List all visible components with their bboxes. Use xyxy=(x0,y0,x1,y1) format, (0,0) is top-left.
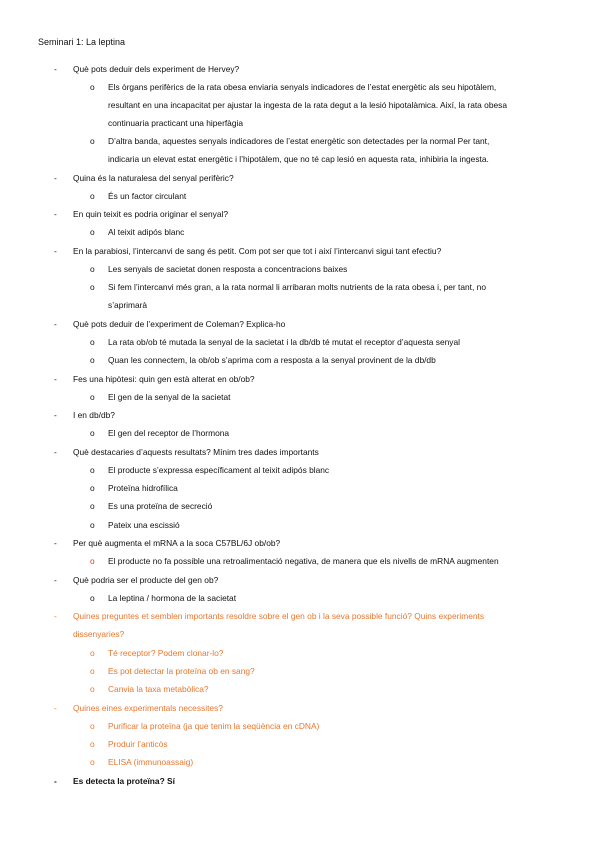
dash-bullet-icon: - xyxy=(54,246,57,256)
line-text: Canvia la taxa metabòlica? xyxy=(108,684,209,694)
dash-bullet-icon: - xyxy=(54,538,57,548)
line-text: Quines preguntes et semblen importants resoldre sobre el gen ob i la seva possible funció? Quins experiments xyxy=(73,611,485,621)
dash-bullet-icon: - xyxy=(54,319,57,329)
line-text: Al teixit adipós blanc xyxy=(108,227,185,237)
circle-bullet-icon: o xyxy=(90,282,95,292)
circle-bullet-icon: o xyxy=(90,191,95,201)
line-text: ELISA (immunoassaig) xyxy=(108,757,194,767)
line-text: Pateix una escissió xyxy=(108,520,180,530)
dash-bullet-icon: - xyxy=(54,575,57,585)
line-text: Què pots deduir dels experiment de Hervey? xyxy=(73,64,240,74)
line-text: s’aprimarà xyxy=(108,300,148,310)
line-text: Fes una hipòtesi: quin gen està alterat en ob/ob? xyxy=(73,374,255,384)
circle-bullet-icon: o xyxy=(90,520,95,530)
dash-bullet-icon: - xyxy=(54,209,57,219)
line-text: El producte no fa possible una retroalimentació negativa, de manera que els nivells de mRNA augmenten xyxy=(108,556,499,566)
circle-bullet-icon: o xyxy=(90,465,95,475)
dash-bullet-icon: - xyxy=(54,703,57,713)
line-text: Els òrgans perifèrics de la rata obesa enviaria senyals indicadores de l’estat energètic als seu hipotàlem, xyxy=(108,82,497,92)
line-text: Les senyals de sacietat donen resposta a concentracions baixes xyxy=(108,264,348,274)
line-text: Proteïna hidrofílica xyxy=(108,483,178,493)
dash-bullet-icon: - xyxy=(54,173,57,183)
circle-bullet-icon: o xyxy=(90,392,95,402)
circle-bullet-icon: o xyxy=(90,666,95,676)
circle-bullet-icon: o xyxy=(90,483,95,493)
circle-bullet-icon: o xyxy=(90,757,95,767)
line-text: Què podria ser el producte del gen ob? xyxy=(73,575,219,585)
line-text: El producte s’expressa específicament al teixit adipós blanc xyxy=(108,465,330,475)
line-text: I en db/db? xyxy=(73,410,115,420)
circle-bullet-icon: o xyxy=(90,227,95,237)
line-text: En quin teixit es podria originar el senyal? xyxy=(73,209,229,219)
circle-bullet-icon: o xyxy=(90,337,95,347)
line-text: D’altra banda, aquestes senyals indicadores de l’estat energètic son detectades per la normal Per tant, xyxy=(108,136,490,146)
line-text: Purificar la proteïna (ja que tenim la seqüència en cDNA) xyxy=(108,721,320,731)
page-title: Seminari 1: La leptina xyxy=(38,37,126,47)
line-text: dissenyaries? xyxy=(73,629,125,639)
circle-bullet-icon: o xyxy=(90,739,95,749)
line-text: continuaria practicant una hiperfàgia xyxy=(108,118,244,128)
circle-bullet-icon: o xyxy=(90,556,95,566)
line-text: Quina és la naturalesa del senyal perifèric? xyxy=(73,173,234,183)
line-text: Té receptor? Podem clonar-lo? xyxy=(108,648,224,658)
dash-bullet-icon: - xyxy=(54,447,57,457)
circle-bullet-icon: o xyxy=(90,355,95,365)
circle-bullet-icon: o xyxy=(90,648,95,658)
circle-bullet-icon: o xyxy=(90,264,95,274)
line-text: Quines eines experimentals necessites? xyxy=(73,703,223,713)
line-text: Es detecta la proteïna? Sí xyxy=(73,776,175,786)
line-text: Produir l’anticòs xyxy=(108,739,168,749)
line-text: Què pots deduir de l’experiment de Coleman? Explica-ho xyxy=(73,319,286,329)
line-text: El gen de la senyal de la sacietat xyxy=(108,392,231,402)
circle-bullet-icon: o xyxy=(90,136,95,146)
circle-bullet-icon: o xyxy=(90,593,95,603)
line-text: Si fem l’intercanvi més gran, a la rata normal li arribaran molts nutrients de la rata obesa i, per tant, no xyxy=(108,282,486,292)
line-text: Es una proteïna de secreció xyxy=(108,501,213,511)
line-text: La leptina / hormona de la sacietat xyxy=(108,593,237,603)
dash-bullet-icon: - xyxy=(54,64,57,74)
circle-bullet-icon: o xyxy=(90,721,95,731)
line-text: El gen del receptor de l’hormona xyxy=(108,428,230,438)
dash-bullet-icon: - xyxy=(54,611,57,621)
line-text: resultant en una incapacitat per ajustar la ingesta de la rata degut a la lesió hipotalàmica. Així, la rata obesa xyxy=(108,100,507,110)
circle-bullet-icon: o xyxy=(90,82,95,92)
line-text: En la parabiosi, l’intercanvi de sang és petit. Com pot ser que tot i així l’intercanvi sigui tant efectiu? xyxy=(73,246,442,256)
dash-bullet-icon: - xyxy=(54,410,57,420)
circle-bullet-icon: o xyxy=(90,684,95,694)
line-text: Què destacaries d’aquests resultats? Mínim tres dades importants xyxy=(73,447,319,457)
line-text: indicaria un elevat estat energètic i l’hipotàlem, que no té cap lesió en aquesta rata, inhibiria la ingesta. xyxy=(108,154,489,164)
line-text: La rata ob/ob té mutada la senyal de la sacietat i la db/db té mutat el receptor d’aquesta senyal xyxy=(108,337,460,347)
line-text: Es pot detectar la proteïna ob en sang? xyxy=(108,666,255,676)
line-text: Quan les connectem, la ob/ob s’aprima com a resposta a la senyal provinent de la db/db xyxy=(108,355,436,365)
dash-bullet-icon: - xyxy=(54,374,57,384)
circle-bullet-icon: o xyxy=(90,428,95,438)
line-text: És un factor circulant xyxy=(108,191,187,201)
circle-bullet-icon: o xyxy=(90,501,95,511)
line-text: Per què augmenta el mRNA a la soca C57BL/6J ob/ob? xyxy=(73,538,281,548)
dash-bullet-icon: - xyxy=(54,776,57,786)
